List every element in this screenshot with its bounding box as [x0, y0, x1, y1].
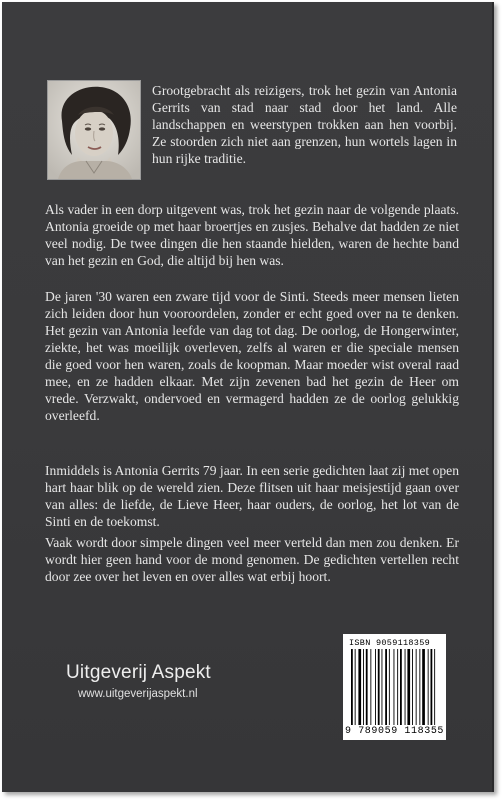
body-paragraph-3: De jaren '30 waren een zware tijd voor de Sinti. Steeds meer mensen lieten zich leiden door hun vooroordelen, zonder er echt goed over na te denken. Het gezin van Antonia leefde van dag tot dag. De oorlog, de Hongerwinter, ziekte, het was moeilijk overleven, zelfs al waren er die speciale mensen die goed voor hen waren, zoals de koopman. Maar moeder wist overal raad mee, en ze hadden elkaar. Met zijn zevenen bad het gezin de Heer om vrede. Verzwakt, ondervoed en vermagerd hadden ze de oorlog gelukkig overleefd. [45, 289, 459, 423]
isbn-number: ISBN 9059118359 [349, 638, 431, 648]
intro-paragraph: Grootgebracht als reizigers, trok het gezin van Antonia Gerrits van stad naar stad door het land. Alle landschappen en weerstypen trokken aan hen voorbij. Ze stoorden zich niet aan grenzen, hun wortels lagen in hun rijke traditie. [152, 83, 457, 166]
author-portrait [47, 80, 141, 180]
barcode-digits: 9 789059 118355 [345, 726, 445, 737]
body-paragraph-2: Als vader in een dorp uitgevent was, trok het gezin naar de volgende plaats. Antonia groeide op met haar broertjes en zusjes. Behalve dat hadden ze niet veel nodig. De twee dingen die hen staande hielden, waren de hechte band van het gezin en God, die altijd bij hen was. [45, 202, 459, 268]
publisher-website: www.uitgeverijaspekt.nl [78, 688, 198, 700]
body-paragraph-4: Inmiddels is Antonia Gerrits 79 jaar. In een serie gedichten laat zij met open hart haar blik op de wereld zien. Deze flitsen uit haar meisjestijd gaan over van alles: de liefde, de Lieve Heer, haar ouders, de oorlog, het lot van de Sinti en de toekomst. [45, 463, 459, 529]
body-paragraph-5: Vaak wordt door simpele dingen veel meer verteld dan men zou denken. Er wordt hier geen hand voor de mond genomen. De gedichten vertellen recht door zee over het leven en over alles wat erbij hoort. [45, 535, 459, 584]
book-back-cover [2, 2, 494, 792]
barcode-icon [351, 649, 439, 725]
author-portrait-image [48, 81, 140, 179]
barcode-label [343, 634, 446, 740]
publisher-name: Uitgeverij Aspekt [66, 662, 211, 683]
